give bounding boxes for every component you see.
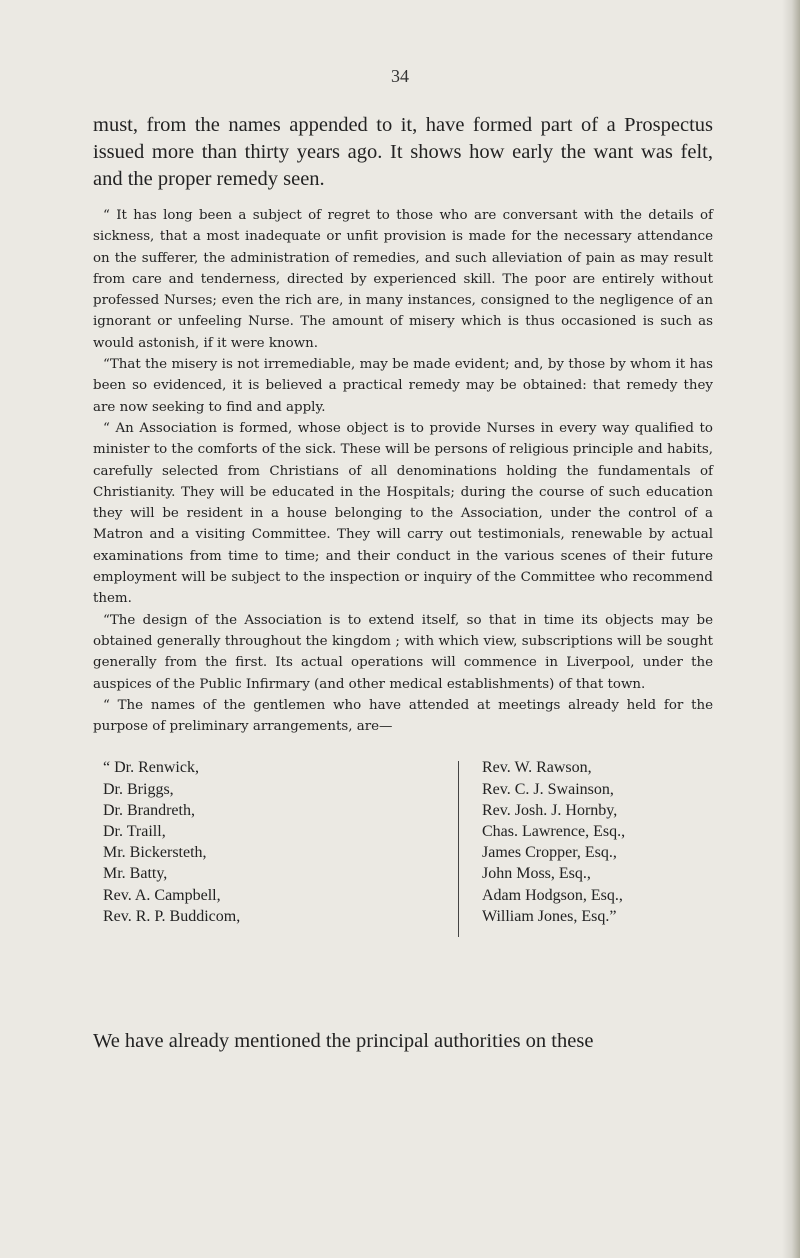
name-entry: “ Dr. Renwick, xyxy=(103,759,199,777)
page-content xyxy=(93,112,713,973)
names-left-column xyxy=(103,757,240,927)
name-entry: Rev. R. P. Buddicom, xyxy=(103,907,241,925)
quoted-paragraph-3: “ An Association is formed, whose object is to provide Nurses in every way qualified to minister to the comforts of the sick. These will be persons of religious principle and habits, carefully selected from Christians of all denominations holding the fundamentals of Christianity. They will be educated in the Hospitals; during the course of such education they will be resident in a house belonging to the Association, under the control of a Matron and a visiting Committee. They will carry out testimonials, renewable by actual examinations from time to time; and their conduct in the various scenes of their future employment will be subject to the inspection or inquiry of the Committee who recommend them. xyxy=(93,420,713,607)
name-entry: Adam Hodgson, Esq., xyxy=(482,886,623,904)
name-entry: Dr. Briggs, xyxy=(103,780,174,798)
name-entry: Rev. C. J. Swainson, xyxy=(482,780,614,798)
name-entry: Mr. Batty, xyxy=(103,865,168,883)
quoted-paragraph-4: “The design of the Association is to extend itself, so that in time its objects may be obtained generally throughout the kingdom ; with which view, subscriptions will be sought generally from the first. Its actual operations will commence in Liverpool, under the auspices of the Public Infirmary (and other medical establishments) of that town. xyxy=(93,612,713,692)
quoted-paragraph-2: “That the misery is not irremediable, may be made evident; and, by those by whom it has been so evidenced, it is believed a practical remedy may be obtained: that remedy they are now seeking to find and apply. xyxy=(93,357,713,415)
name-entry: Dr. Traill, xyxy=(103,823,166,841)
lead-paragraph: must, from the names appended to it, have formed part of a Prospectus issued more than thirty years ago. It shows how early the want was felt, and the proper remedy seen. xyxy=(93,114,713,190)
name-entry: William Jones, Esq.” xyxy=(482,907,617,925)
names-right-column xyxy=(482,757,625,927)
name-entry: John Moss, Esq., xyxy=(482,865,591,883)
name-entry: Dr. Brandreth, xyxy=(103,801,195,819)
page-edge-shadow xyxy=(782,0,800,1258)
name-entry: Chas. Lawrence, Esq., xyxy=(482,823,626,841)
closing-line: We have already mentioned the principal authorities on these xyxy=(93,1030,594,1052)
names-list xyxy=(93,757,713,973)
quoted-paragraph-5: “ The names of the gentlemen who have attended at meetings already held for the purpose of preliminary arrangements, are— xyxy=(93,697,713,735)
name-entry: James Cropper, Esq., xyxy=(482,844,617,862)
quoted-paragraph-1: “ It has long been a subject of regret to those who are conversant with the details of sickness, that a most inadequate or unfit provision is made for the necessary attendance on the sufferer, the administration of remedies, and such alleviation of pain as may result from care and tenderness, directed by experienced skill. The poor are entirely without professed Nurses; even the rich are, in many instances, consigned to the negligence of an ignorant or unfeeling Nurse. The amount of misery which is thus occasioned is such as would astonish, if it were known. xyxy=(93,208,713,351)
name-entry: Rev. W. Rawson, xyxy=(482,759,592,777)
name-entry: Rev. A. Campbell, xyxy=(103,886,221,904)
name-entry: Mr. Bickersteth, xyxy=(103,844,207,862)
name-entry: Rev. Josh. J. Hornby, xyxy=(482,801,618,819)
column-divider xyxy=(458,761,459,937)
page-number: 34 xyxy=(391,66,409,86)
